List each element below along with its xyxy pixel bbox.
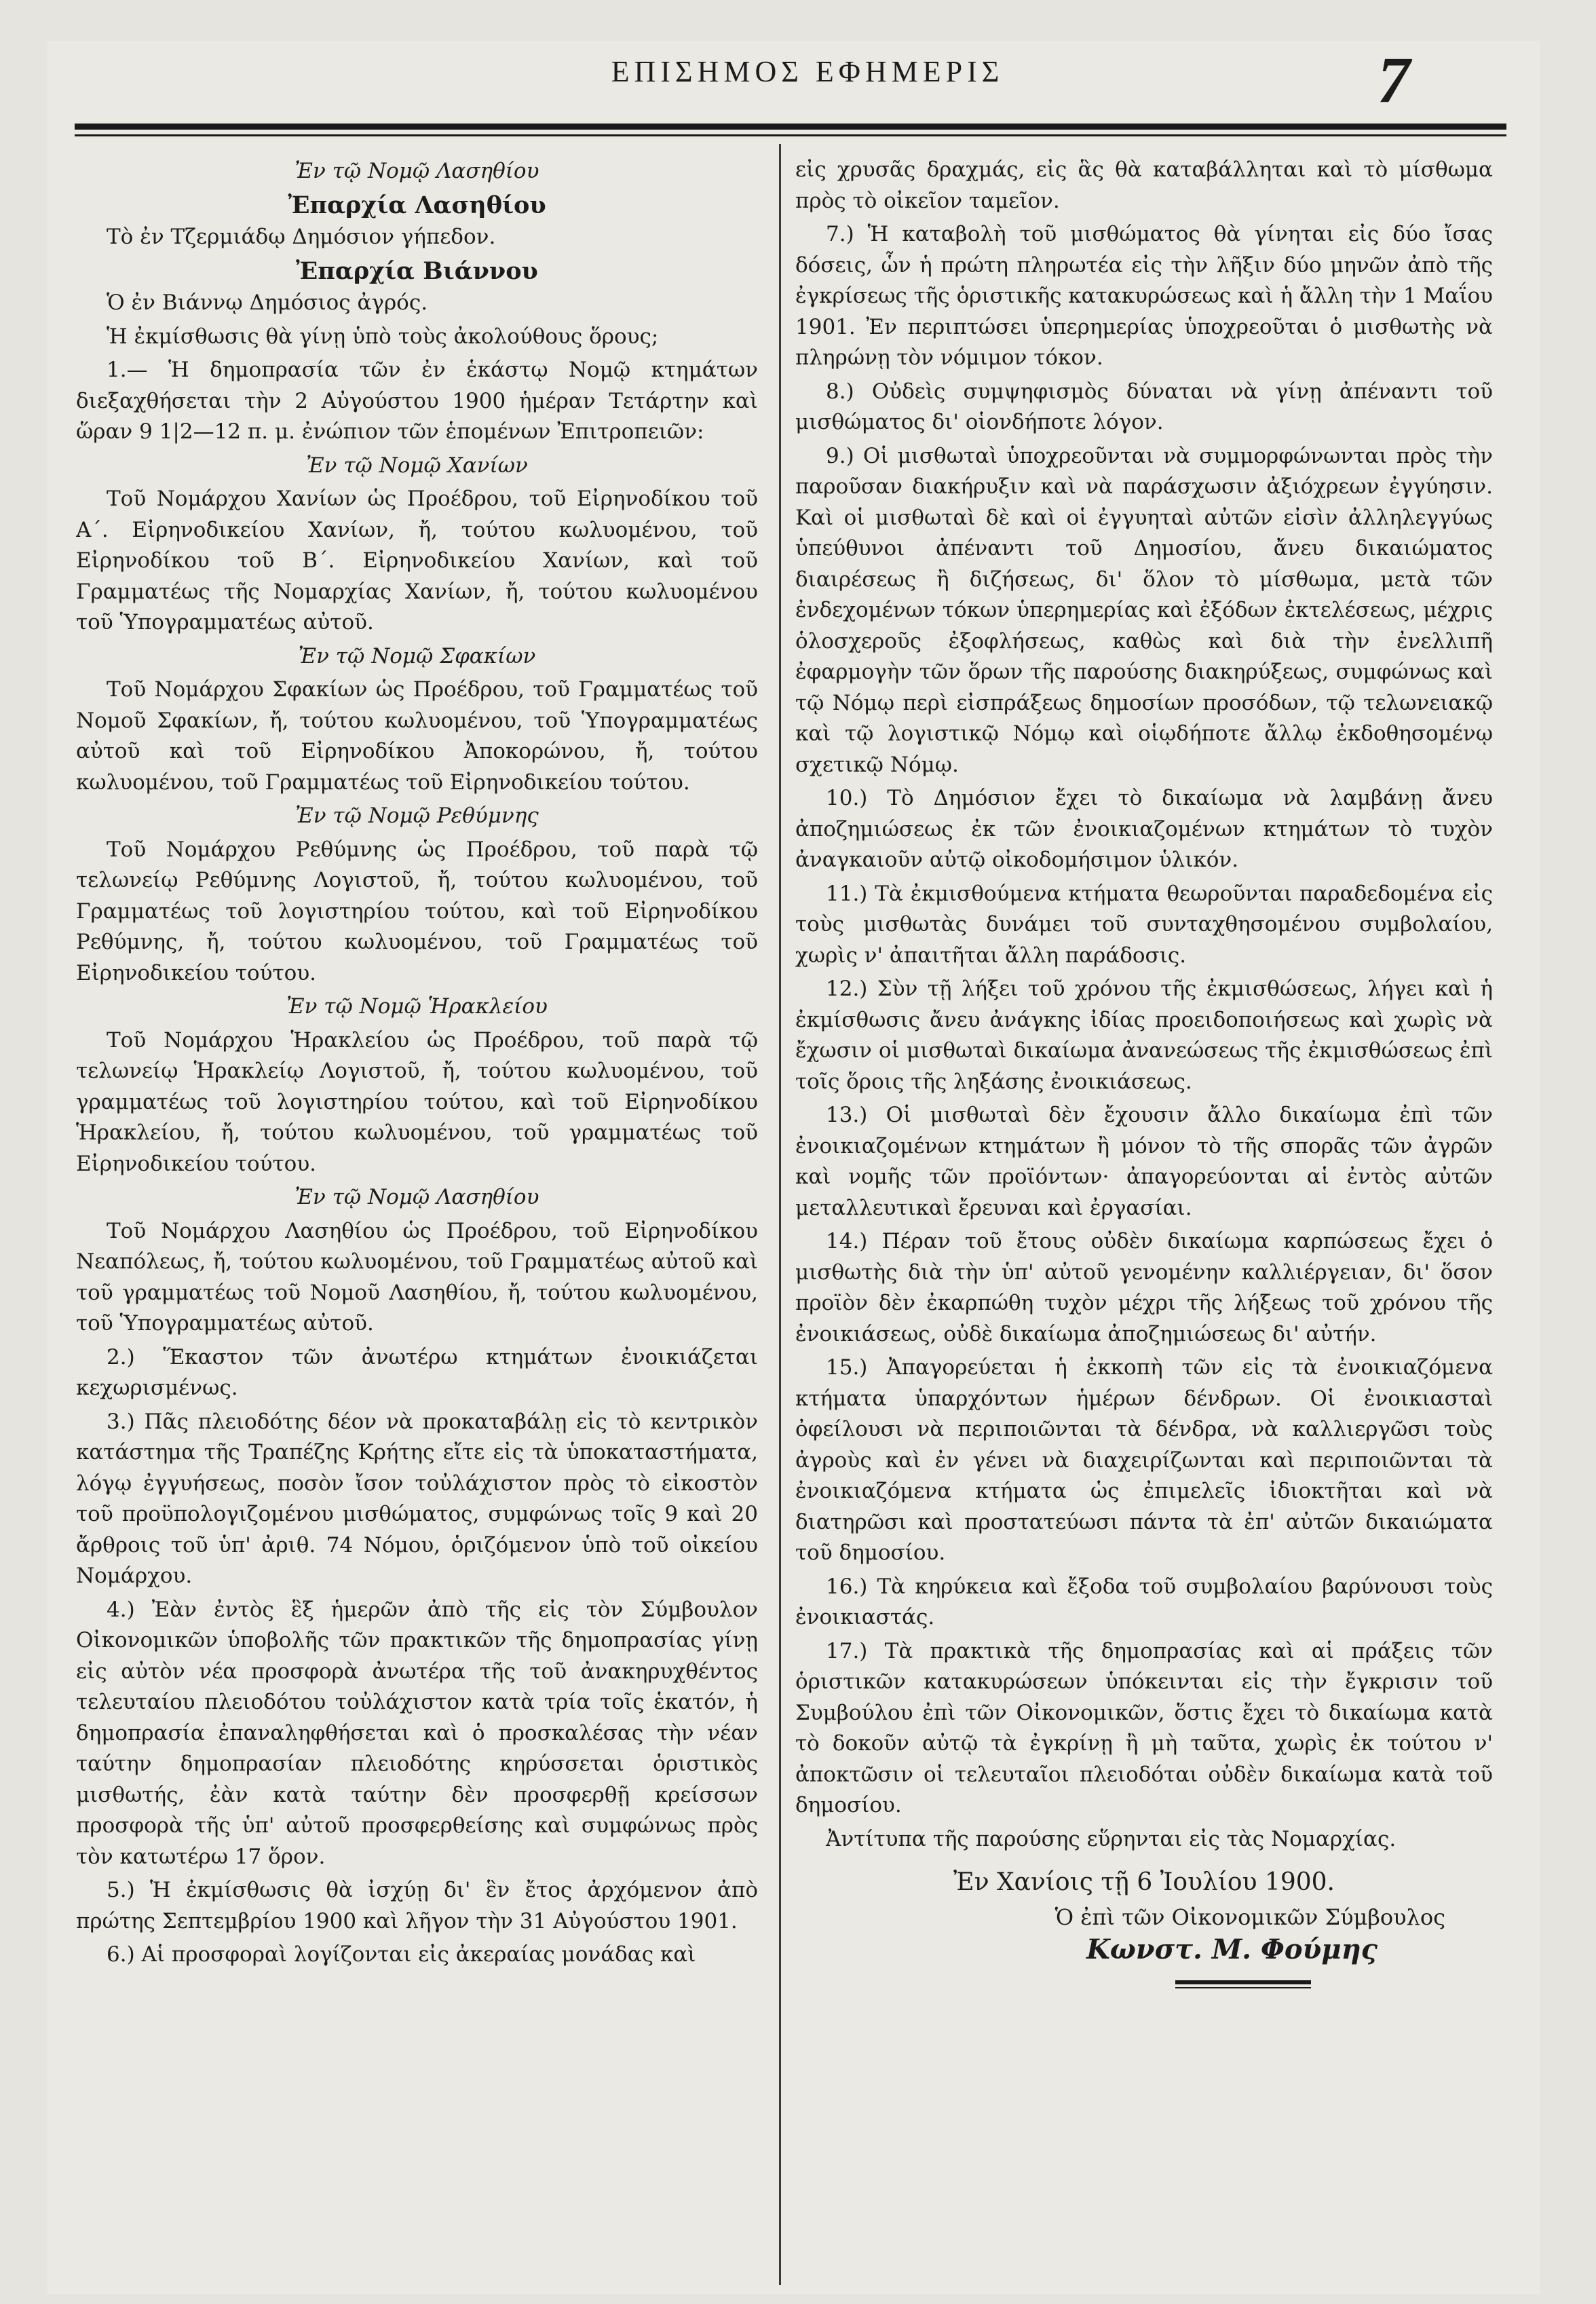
section-heading-rethymno: Ἐν τῷ Νομῷ Ρεθύμνης xyxy=(295,804,539,828)
page-number: 7 xyxy=(1378,43,1410,116)
gazette-title: ΕΠΙΣΗΜΟΣ ΕΦΗΜΕΡΙΣ xyxy=(611,55,1004,88)
term-10: 10.) Τὸ Δημόσιον ἔχει τὸ δικαίωμα νὰ λαμβάνῃ ἄνευ ἀποζημιώσεως ἐκ τῶν ἐνοικιαζομένων κτημάτων τὸ τυχὸν ἀναγκαιοῦν αὐτῷ οἰκοδομήσιμον ὑλικόν. xyxy=(795,786,1493,872)
committee-heraklion: Τοῦ Νομάρχου Ἡρακλείου ὡς Προέδρου, τοῦ παρὰ τῷ τελωνείῳ Ἡρακλείῳ Λογιστοῦ, ἤ, τούτου κωλυομένου, τοῦ γραμματέως τοῦ λογιστηρίου τούτου, καὶ τοῦ Εἰρηνοδίκου Ἡρακλείου, ἤ, τούτου κωλυομένου, τοῦ γραμματέως τοῦ Εἰρηνοδικείου τούτου. xyxy=(76,1027,758,1176)
section-heading-sfakia: Ἐν τῷ Νομῷ Σφακίων xyxy=(298,643,536,668)
end-rule-thin xyxy=(1175,1987,1311,1988)
term-7: 7.) Ἡ καταβολὴ τοῦ μισθώματος θὰ γίνηται εἰς δύο ἴσας δόσεις, ὧν ἡ πρώτη πληρωτέα εἰς τὴν λῆξιν δύο μηνῶν ἀπὸ τῆς ἐγκρίσεως τῆς ὁριστικῆς κατακυρώσεως καὶ ἡ ἄλλη τὴν 1 Μαΐου 1901. Ἐν περιπτώσει ὑπερημερίας ὑποχρεοῦται ὁ μισθωτὴς νὰ πληρώνῃ τὸν νόμιμον τόκον. xyxy=(795,222,1493,370)
section-heading-heraklion: Ἐν τῷ Νομῷ Ἡρακλείου xyxy=(286,994,548,1019)
date-line: Ἐν Χανίοις τῇ 6 Ἰουλίου 1900. xyxy=(953,1868,1335,1896)
term-1: 1.— Ἡ δημοπρασία τῶν ἐν ἑκάστῳ Νομῷ κτημάτων διεξαχθήσεται τὴν 2 Αὐγούστου 1900 ἡμέραν Τετάρτην καὶ ὥραν 9 1|2—12 π. μ. ἐνώπιον τῶν ἑπομένων Ἐπιτροπειῶν: xyxy=(76,358,758,444)
term-12: 12.) Σὺν τῇ λήξει τοῦ χρόνου τῆς ἐκμισθώσεως, λήγει καὶ ἡ ἐκμίσθωσις ἄνευ ἀνάγκης ἰδίας προειδοποιήσεως καὶ χωρὶς νὰ ἔχωσιν οἱ μισθωταὶ δικαίωμα ἀνανεώσεως τῆς ἐκμισθώσεως ἐπὶ τοῖς ὅροις τῆς ληξάσης ἐνοικιάσεως. xyxy=(795,977,1493,1094)
header-rule-thin xyxy=(75,134,1506,136)
copies-note: Ἀντίτυπα τῆς παρούσης εὕρηνται εἰς τὰς Νομαρχίας. xyxy=(826,1826,1396,1851)
committee-rethymno: Τοῦ Νομάρχου Ρεθύμνης ὡς Προέδρου, τοῦ παρὰ τῷ τελωνείῳ Ρεθύμνης Λογιστοῦ, ἤ, τούτου κωλυομένου, τοῦ Γραμματέως τοῦ λογιστηρίου τούτου, καὶ τοῦ Εἰρηνοδίκου Ρεθύμνης, ἤ, τούτου κωλυομένου, τοῦ Γραμματέως τοῦ Εἰρηνοδικείου τούτου. xyxy=(76,837,758,985)
term-14: 14.) Πέραν τοῦ ἔτους οὐδὲν δικαίωμα καρπώσεως ἔχει ὁ μισθωτὴς διὰ τὴν ὑπ' αὐτοῦ γενομένην καλλιέργειαν, δι' ὅσον προϊὸν δὲν ἐκαρπώθη τυχὸν μέχρι τῆς λήξεως τοῦ χρόνου τῆς ἐνοικιάσεως, οὐδὲ δικαίωμα ἀποζημιώσεως δι' αὐτήν. xyxy=(795,1229,1493,1346)
term-6-end: εἰς χρυσᾶς δραχμάς, εἰς ἃς θὰ καταβάλληται καὶ τὸ μίσθωμα πρὸς τὸ οἰκεῖον ταμεῖον. xyxy=(795,157,1493,213)
term-3: 3.) Πᾶς πλειοδότης δέον νὰ προκαταβάλῃ εἰς τὸ κεντρικὸν κατάστημα τῆς Τραπέζης Κρήτης εἴτε εἰς τὰ ὑποκαταστήματα, λόγῳ ἐγγυήσεως, ποσὸν ἴσον τοὐλάχιστον πρὸς τὸ εἰκοστὸν τοῦ προϋπολογιζομένου μισθώματος, συμφώνως τοῖς 9 καὶ 20 ἄρθροις τοῦ ὑπ' ἀριθ. 74 Νόμου, ὁριζόμενον ὑπὸ τοῦ οἰκείου Νομάρχου. xyxy=(76,1409,758,1588)
terms-intro: Ἡ ἐκμίσθωσις θὰ γίνῃ ὑπὸ τοὺς ἀκολούθους ὅρους; xyxy=(107,324,659,349)
column-divider xyxy=(779,144,781,2285)
signer-name: Κωνστ. Μ. Φούμης xyxy=(1086,1933,1378,1965)
term-16: 16.) Τὰ κηρύκεια καὶ ἔξοδα τοῦ συμβολαίου βαρύνουσι τοὺς ἐνοικιαστάς. xyxy=(795,1574,1493,1629)
property-tzermiado: Τὸ ἐν Τζερμιάδῳ Δημόσιον γήπεδον. xyxy=(107,225,496,249)
committee-sfakia: Τοῦ Νομάρχου Σφακίων ὡς Προέδρου, τοῦ Γραμματέως τοῦ Νομοῦ Σφακίων, ἤ, τούτου κωλυομένου, τοῦ Ὑπογραμματέως αὐτοῦ καὶ τοῦ Εἰρηνοδίκου Ἀποκορώνου, ἤ, τούτου κωλυομένου, τοῦ Γραμματέως τοῦ Εἰρηνοδικείου τούτου. xyxy=(76,677,758,795)
left-column xyxy=(76,155,758,2290)
term-2: 2.) Ἕκαστον τῶν ἀνωτέρω κτημάτων ἐνοικιάζεται κεχωρισμένως. xyxy=(76,1344,758,1400)
end-rule xyxy=(1175,1980,1311,1984)
term-6-start: 6.) Αἱ προσφοραὶ λογίζονται εἰς ἀκεραίας μονάδας καὶ xyxy=(107,1942,696,1967)
term-9: 9.) Οἱ μισθωταὶ ὑποχρεοῦνται νὰ συμμορφώνωνται πρὸς τὴν παροῦσαν διακήρυξιν καὶ νὰ παράσχωσιν ἀξιόχρεων ἐγγύησιν. Καὶ οἱ μισθωταὶ δὲ καὶ οἱ ἐγγυηταὶ αὐτῶν εἰσὶν ἀλληλεγγύως ὑπεύθυνοι ἀπέναντι τοῦ Δημοσίου, ἄνευ δικαιώματος διαιρέσεως ἢ διζήσεως, δι' ὅλον τὸ μίσθωμα, μετὰ τῶν ἐνδεχομένων τόκων ὑπερημερίας καὶ ἐξόδων ἐκτελέσεως, μέχρις ὁλοσχεροῦς ἐξοφλήσεως, καθὼς καὶ διὰ τὴν ἐνελλιπῆ ἐφαρμογὴν τῶν ὅρων τῆς παρούσης διακηρύξεως, συμφώνως καὶ τῷ Νόμῳ περὶ εἰσπράξεως δημοσίων προσόδων, τῷ τελωνειακῷ καὶ τῷ λογιστικῷ Νόμῳ καὶ οἱῳδήποτε ἄλλῳ ἐκδοθησομένῳ σχετικῷ Νόμῳ. xyxy=(795,443,1493,777)
committee-chania: Τοῦ Νομάρχου Χανίων ὡς Προέδρου, τοῦ Εἰρηνοδίκου τοῦ Α΄. Εἰρηνοδικείου Χανίων, ἤ, τούτου κωλυομένου, τοῦ Εἰρηνοδίκου τοῦ Β΄. Εἰρηνοδικείου Χανίων, καὶ τοῦ Γραμματέως τῆς Νομαρχίας Χανίων, ἤ, τούτου κωλυομένου τοῦ Ὑπογραμματέως αὐτοῦ. xyxy=(76,487,758,635)
term-15: 15.) Ἀπαγορεύεται ἡ ἐκκοπὴ τῶν εἰς τὰ ἐνοικιαζόμενα κτήματα ὑπαρχόντων ἡμέρων δένδρων. Οἱ ἐνοικιασταὶ ὀφείλουσι νὰ περιποιῶνται τὰ δένδρα, νὰ καλλιεργῶσι τοὺς ἀγροὺς καὶ ἐν γένει νὰ διαχειρίζωνται καὶ περιποιῶνται τὰ ἐνοικιαζόμενα κτήματα ὡς ἐπιμελεῖς ἰδιοκτῆται καὶ νὰ διατηρῶσι καὶ προστατεύωσι πάντα τὰ ἐπ' αὐτῶν δικαιώματα τοῦ δημοσίου. xyxy=(795,1355,1493,1565)
term-11: 11.) Τὰ ἐκμισθούμενα κτήματα θεωροῦνται παραδεδομένα εἰς τοὺς μισθωτὰς δυνάμει τοῦ συνταχθησομένου συμβολαίου, χωρὶς ν' ἀπαιτῆται ἄλλη παράδοσις. xyxy=(795,881,1493,968)
section-heading-chania: Ἐν τῷ Νομῷ Χανίων xyxy=(306,453,528,478)
header-rule xyxy=(75,124,1506,130)
term-4: 4.) Ἐὰν ἐντὸς ἓξ ἡμερῶν ἀπὸ τῆς εἰς τὸν Σύμβουλον Οἰκονομικῶν ὑποβολῆς τῶν πρακτικῶν τῆς δημοπρασίας γίνῃ εἰς αὐτὸν νέα προσφορὰ ἀνωτέρα τῆς τοῦ ἀνακηρυχθέντος τελευταίου πλειοδότου τοὐλάχιστον κατὰ τρία τοῖς ἑκατόν, ἡ δημοπρασία ἐπαναληφθήσεται καὶ ὁ προσκαλέσας τὴν νέαν ταύτην δημοπρασίαν πλειοδότης κηρύσσεται ὁριστικὸς μισθωτής, ἐὰν κατὰ ταύτην δὲν προσφερθῇ κρείσσων προσφορὰ τῆς ὑπ' αὐτοῦ προσφερθείσης καὶ συμφώνως πρὸς τὸν κατωτέρω 17 ὅρον. xyxy=(76,1597,758,1869)
property-viannos: Ὁ ἐν Βιάννῳ Δημόσιος ἀγρός. xyxy=(107,290,428,315)
term-17: 17.) Τὰ πρακτικὰ τῆς δημοπρασίας καὶ αἱ πράξεις τῶν ὁριστικῶν κατακυρώσεων ὑπόκεινται εἰς τὴν ἔγκρισιν τοῦ Συμβούλου ἐπὶ τῶν Οἰκονομικῶν, ὅστις ἔχει τὸ δικαίωμα κατὰ τὸ δοκοῦν αὐτῷ τὰ ἐγκρίνῃ ἢ μὴ ταῦτα, χωρὶς ἐκ τούτου ν' ἀποκτῶσιν οἱ τελευταῖοι πλειοδόται οὐδὲν δικαίωμα κατὰ τοῦ δημοσίου. xyxy=(795,1638,1493,1817)
term-5: 5.) Ἡ ἐκμίσθωσις θὰ ἰσχύῃ δι' ἓν ἔτος ἀρχόμενον ἀπὸ πρώτης Σεπτεμβρίου 1900 καὶ λῆγον τὴν 31 Αὐγούστου 1901. xyxy=(76,1878,758,1933)
committee-lasithi: Τοῦ Νομάρχου Λασηθίου ὡς Προέδρου, τοῦ Εἰρηνοδίκου Νεαπόλεως, ἤ, τούτου κωλυομένου, τοῦ Γραμματέως αὐτοῦ καὶ τοῦ γραμματέως τοῦ Νομοῦ Λασηθίου, ἤ, τούτου κωλυομένου, τοῦ Ὑπογραμματέως αὐτοῦ. xyxy=(76,1218,758,1336)
right-column xyxy=(795,155,1493,2290)
term-13: 13.) Οἱ μισθωταὶ δὲν ἔχουσιν ἄλλο δικαίωμα ἐπὶ τῶν ἐνοικιαζομένων κτημάτων ἢ μόνον τὸ τῆς σπορᾶς τῶν ἀγρῶν καὶ νομῆς τῶν προϊόντων· ἀπαγορεύονται αἱ ἐντὸς αὐτῶν μεταλλευτικαὶ ἔρευναι καὶ ἐργασίαι. xyxy=(795,1103,1493,1220)
subsection-heading-viannos: Ἐπαρχία Βιάννου xyxy=(296,257,538,285)
subsection-heading-lasithi: Ἐπαρχία Λασηθίου xyxy=(288,191,546,219)
signer-role: Ὁ ἐπὶ τῶν Οἰκονομικῶν Σύμβουλος xyxy=(1054,1904,1445,1930)
section-heading-lasithi: Ἐν τῷ Νομῷ Λασηθίου xyxy=(294,159,539,183)
term-8: 8.) Οὐδεὶς συμψηφισμὸς δύναται νὰ γίνῃ ἀπέναντι τοῦ μισθώματος δι' οἱονδήποτε λόγον. xyxy=(795,379,1493,434)
section-heading-lasithi-2: Ἐν τῷ Νομῷ Λασηθίου xyxy=(294,1185,539,1209)
